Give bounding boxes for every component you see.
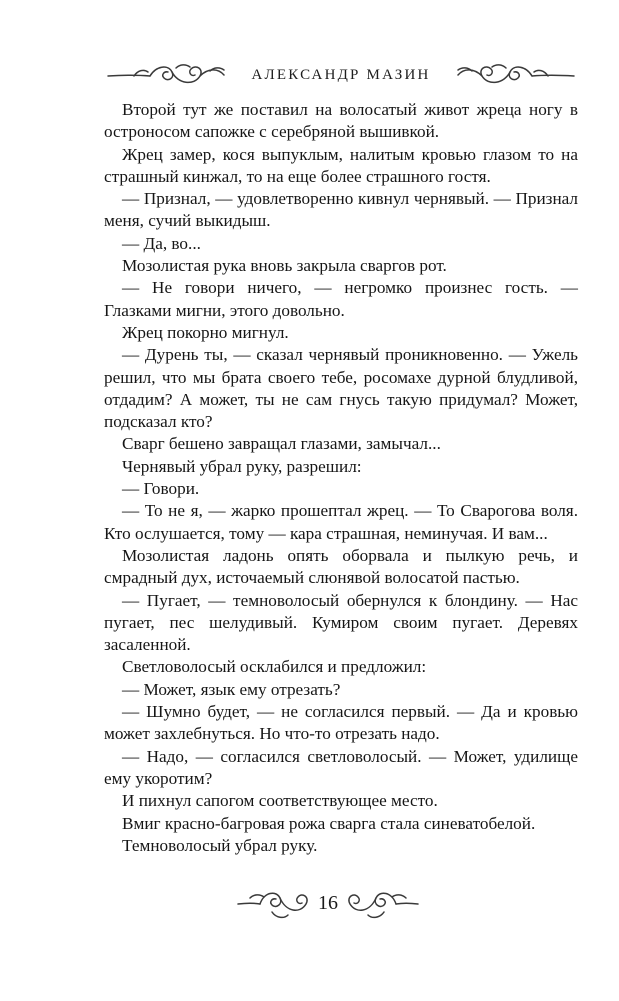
paragraph: Чернявый убрал руку, разрешил: xyxy=(122,456,362,476)
page-body xyxy=(104,99,578,857)
ornament-flourish-right-icon xyxy=(452,58,578,92)
paragraph: Вмиг красно-багровая рожа сварга стала синеватобелой. xyxy=(122,813,536,833)
running-title: АЛЕКСАНДР МАЗИН xyxy=(251,67,431,83)
paragraph: Сварг бешено завращал глазами, замычал... xyxy=(122,434,441,454)
page-footer xyxy=(0,882,619,926)
paragraph: — Может, язык ему отрезать? xyxy=(122,679,341,699)
paragraph: — Не говори ничего, — негромко произнес гость. — Глазками мигни, этого довольно. xyxy=(104,278,578,320)
paragraph: — Дурень ты, — сказал чернявый проникновенно. — Ужель решил, что мы брата своего тебе, росомахе дурной блудливой, отдадим? А может, ты не сам гнусь такую придумал? Может, подсказал кто? xyxy=(104,345,578,432)
paragraph: Мозолистая ладонь опять оборвала и пылкую речь, и смрадный дух, источаемый слюнявой волосатой пастью. xyxy=(104,545,578,588)
paragraph: — Надо, — согласился светловолосый. — Может, удилище ему укоротим? xyxy=(104,746,578,788)
running-header xyxy=(0,58,619,92)
ornament-footer-right-icon xyxy=(338,882,424,926)
paragraph: Темноволосый убрал руку. xyxy=(122,835,318,855)
paragraph: Светловолосый осклабился и предложил: xyxy=(122,657,427,677)
ornament-footer-left-icon xyxy=(232,882,318,926)
page-number: 16 xyxy=(318,892,338,914)
paragraph: Мозолистая рука вновь закрыла сваргов рот. xyxy=(122,256,447,276)
paragraph: Жрец замер, кося выпуклым, налитым кровью глазом то на страшный кинжал, то на еще более страшного гостя. xyxy=(104,144,578,186)
paragraph: Жрец покорно мигнул. xyxy=(122,322,289,342)
paragraph: — Да, во... xyxy=(122,233,201,253)
paragraph: Второй тут же поставил на волосатый живот жреца ногу в остроносом сапожке с серебряной вышивкой. xyxy=(104,100,578,142)
paragraph: — Шумно будет, — не согласился первый. — Да и кровью может захлебнуться. Но что-то отрезать надо. xyxy=(104,702,578,744)
paragraph: — То не я, — жарко прошептал жрец. — То Сварогова воля. Кто ослушается, тому — кара страшная, неминучая. И вам... xyxy=(104,501,578,543)
ornament-flourish-left-icon xyxy=(104,58,230,92)
paragraph: — Признал, — удовлетворенно кивнул чернявый. — Признал меня, сучий выкидыш. xyxy=(104,189,578,231)
paragraph: И пихнул сапогом соответствующее место. xyxy=(122,791,438,811)
paragraph: — Говори. xyxy=(122,479,200,499)
paragraph: — Пугает, — темноволосый обернулся к блондину. — Нас пугает, пес шелудивый. Кумиром своим пугает. Деревях засаленной. xyxy=(104,590,578,655)
